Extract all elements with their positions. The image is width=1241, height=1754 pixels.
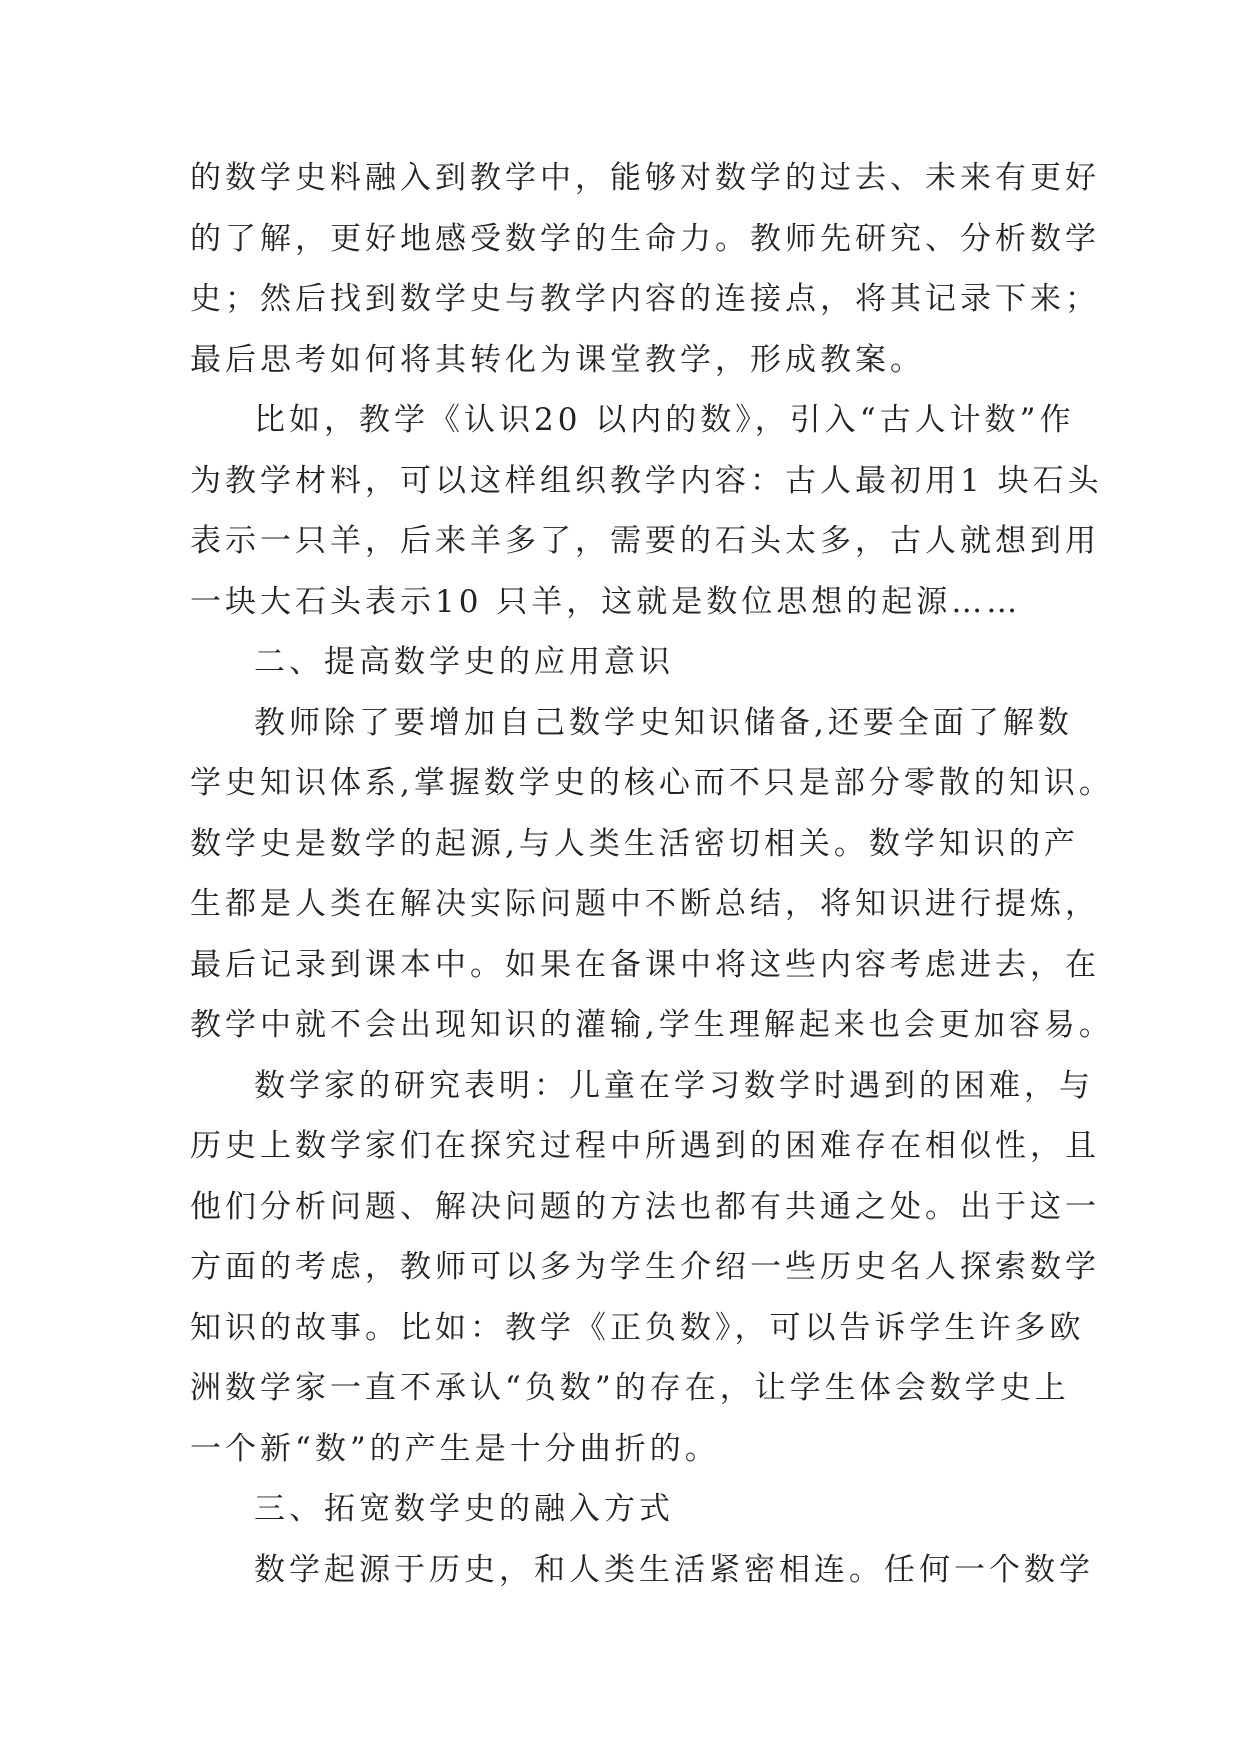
text-line: 数学起源于历史，和人类生活紧密相连。任何一个数学 (254, 1551, 1094, 1588)
text-line: 一块大石头表示10 只羊，这就是数位思想的起源…… (190, 583, 1022, 620)
body-text (190, 148, 1114, 1600)
text-line: 方面的考虑，教师可以多为学生介绍一些历史名人探索数学 (190, 1249, 1100, 1285)
text-line: 他们分析问题、解决问题的方法也都有共通之处。出于这一 (190, 1188, 1100, 1225)
text-line: 教师除了要增加自己数学史知识储备,还要全面了解数 (254, 704, 1073, 741)
text-line: 表示一只羊，后来羊多了，需要的石头太多，古人就想到用 (190, 523, 1100, 559)
text-line: 数学家的研究表明：儿童在学习数学时遇到的困难，与 (254, 1067, 1094, 1104)
text-line: 数学史是数学的起源,与人类生活密切相关。数学知识的产 (190, 825, 1079, 862)
text-line: 教学中就不会出现知识的灌输,学生理解起来也会更加容易。 (190, 1007, 1114, 1043)
text-line: 最后记录到课本中。如果在备课中将这些内容考虑进去，在 (190, 946, 1100, 983)
text-line: 比如，教学《认识20 以内的数》，引入“古人计数”作 (254, 402, 1075, 438)
text-line: 最后思考如何将其转化为课堂教学，形成教案。 (190, 341, 925, 378)
text-line: 的了解，更好地感受数学的生命力。教师先研究、分析数学 (190, 220, 1100, 257)
text-line: 三、拓宽数学史的融入方式 (254, 1491, 674, 1527)
text-line: 史；然后找到数学史与教学内容的连接点，将其记录下来； (190, 281, 1100, 317)
text-line: 二、提高数学史的应用意识 (254, 644, 674, 680)
text-line: 的数学史料融入到教学中，能够对数学的过去、未来有更好 (190, 160, 1100, 196)
text-line: 历史上数学家们在探究过程中所遇到的困难存在相似性，且 (190, 1128, 1100, 1164)
text-line: 学史知识体系,掌握数学史的核心而不只是部分零散的知识。 (190, 765, 1114, 801)
text-line: 生都是人类在解决实际问题中不断总结，将知识进行提炼， (190, 886, 1100, 922)
text-line: 知识的故事。比如：教学《正负数》，可以告诉学生许多欧 (190, 1309, 1085, 1346)
text-line: 一个新“数”的产生是十分曲折的。 (190, 1430, 720, 1467)
text-line: 洲数学家一直不承认“负数”的存在，让学生体会数学史上 (190, 1370, 1070, 1406)
text-line: 为教学材料，可以这样组织教学内容：古人最初用1 块石头 (190, 462, 1103, 499)
